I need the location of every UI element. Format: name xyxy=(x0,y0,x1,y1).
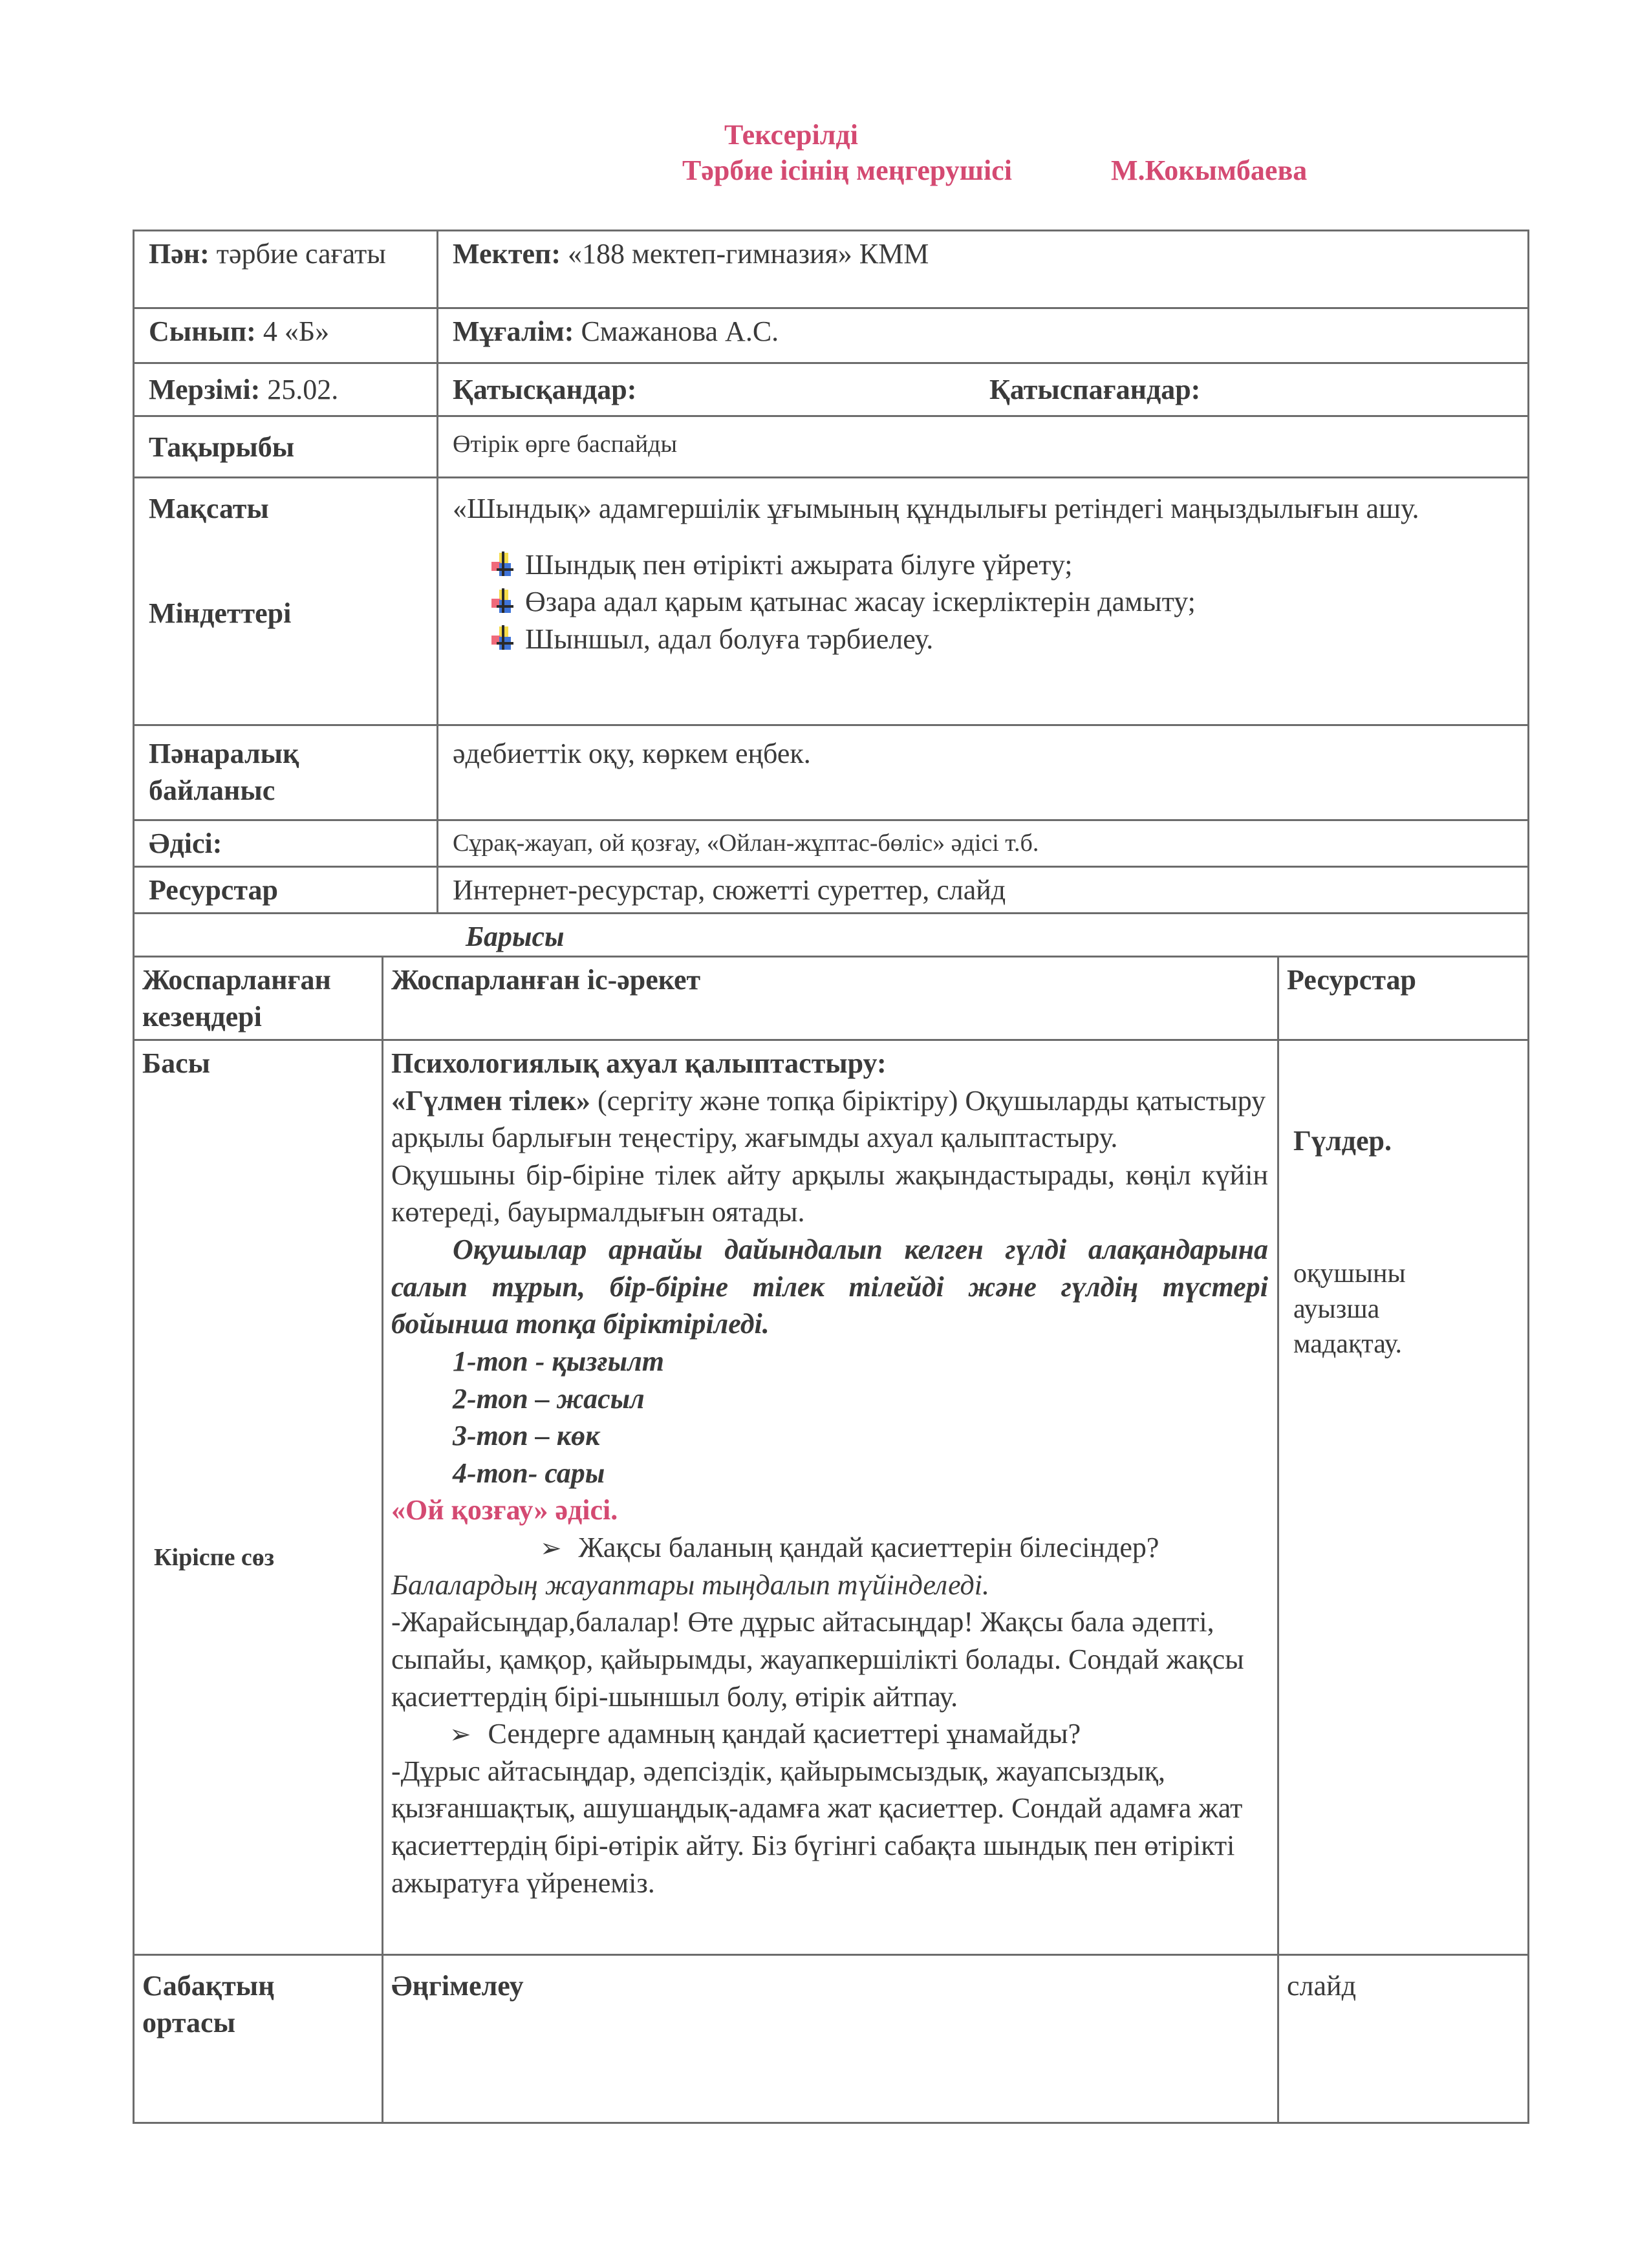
stage-middle-name: Сабақтың ортасы xyxy=(134,1954,383,2123)
method-title: «Ой қозғау» әдісі. xyxy=(391,1494,618,1526)
approval-name: М.Кокымбаева xyxy=(1111,155,1308,186)
resource-praise: оқушыны ауызша мадақтау. xyxy=(1293,1259,1406,1360)
stage-beginning-cell xyxy=(134,1040,383,1954)
activity-p2: Оқушыны бір-біріне тілек айту арқылы жақындастырады, көңіл күйін көтереді, бауырмалдығын оятады. xyxy=(391,1159,1268,1228)
pushpin-bullet-icon xyxy=(491,588,513,615)
progress-title: Барысы xyxy=(134,914,1529,956)
info-table xyxy=(133,230,1529,957)
stage-row-beginning xyxy=(134,1040,1529,1954)
cell-subject: Пән: тәрбие сағаты xyxy=(134,231,438,308)
question-1: ➢ Жақсы баланың қандай қасиеттерін білесіндер? xyxy=(391,1529,1268,1567)
row-progress-title xyxy=(134,914,1529,956)
present-label: Қатысқандар: xyxy=(453,373,637,405)
activity-intro: «Гүлмен тілек» (сергіту және топқа біріктіру) Оқушыларды қатыстыру арқылы барлығын теңестіру, жағымды ахуал қалыптастыру. xyxy=(391,1084,1266,1154)
tasks-list xyxy=(491,546,1513,658)
question-2: ➢ Сендерге адамның қандай қасиеттері ұнамайды? xyxy=(391,1715,1268,1753)
activity-p5: -Дұрыс айтасыңдар, әдепсіздік, қайырымсыздық, жауапсыздық, қызғаншақтық, ашушаңдық-адамға жат қасиеттер. Сондай адамға жат қасиеттердің бірі-өтірік айту. Біз бүгінгі сабақта шындық пен өтірікті ажыратуға үйренеміз. xyxy=(391,1755,1243,1899)
approval-checked: Тексерілді xyxy=(724,119,858,151)
stage-beginning-resources xyxy=(1278,1040,1529,1954)
pushpin-bullet-icon xyxy=(491,551,513,579)
stage-beginning-activity xyxy=(383,1040,1278,1954)
row-method xyxy=(134,820,1529,867)
resource-flowers: Гүлдер. xyxy=(1293,1124,1392,1157)
lesson-plan-table xyxy=(133,230,1529,2124)
groups-list xyxy=(391,1343,1268,1492)
cell-teacher: Мұғалім: Смажанова А.С. xyxy=(438,308,1529,363)
activity-p3: Оқушылар арнайы дайындалып келген гүлді алақандарына салып тұрып, бір-біріне тілек тілейді және гүлдің түстері бойынша топқа біріктіріледі. xyxy=(391,1234,1268,1340)
tasks-label: Міндеттері xyxy=(149,597,292,630)
resources-value: Интернет-ресурстар, сюжетті суреттер, слайд xyxy=(438,867,1529,914)
group-item: 3-топ – көк xyxy=(453,1420,600,1452)
task-item: Шындық пен өтірікті ажырата білуге үйрету; xyxy=(491,546,1513,583)
approval-position: Тәрбие ісінің меңгерушісі xyxy=(682,155,1012,186)
answers-note: Балалардың жауаптары тыңдалып түйінделеді. xyxy=(391,1568,990,1601)
task-item: Өзара адал қарым қатынас жасау іскерліктерін дамыту; xyxy=(491,583,1513,620)
row-class-teacher xyxy=(134,308,1529,363)
group-item: 4-топ- сары xyxy=(453,1457,605,1489)
stage-row-middle xyxy=(134,1954,1529,2123)
cell-class: Сынып: 4 «Б» xyxy=(134,308,438,363)
header-resources: Ресурстар xyxy=(1278,957,1529,1040)
row-topic xyxy=(134,416,1529,478)
stage-middle-resource: слайд xyxy=(1278,1954,1529,2123)
stage-subname: Кіріспе сөз xyxy=(154,1543,275,1571)
psych-heading: Психологиялық ахуал қалыптастыру: xyxy=(391,1047,887,1079)
progress-header-row xyxy=(134,957,1529,1040)
goal-value: «Шындық» адамгершілік ұғымының құндылығы ретіндегі маңыздылығын ашу. xyxy=(453,493,1419,524)
row-resources xyxy=(134,867,1529,914)
activity-p4: -Жарайсыңдар,балалар! Өте дұрыс айтасыңдар! Жақсы бала әдепті, сыпайы, қамқор, қайырымды, жауапкершілікті болады. Сондай жақсы қасиеттердің бірі-шыншыл болу, өтірік айтпау. xyxy=(391,1606,1244,1713)
method-value: Сұрақ-жауап, ой қозғау, «Ойлан-жұптас-бөліс» әдісі т.б. xyxy=(438,820,1529,867)
row-goals xyxy=(134,478,1529,725)
group-item: 1-топ - қызғылт xyxy=(453,1345,664,1377)
group-item: 2-топ – жасыл xyxy=(453,1382,645,1415)
cell-school: Мектеп: «188 мектеп-гимназия» КММ xyxy=(438,231,1529,308)
interdisciplinary-value: әдебиеттік оқу, көркем еңбек. xyxy=(438,725,1529,820)
cell-date: Мерзімі: 25.02. xyxy=(134,363,438,416)
topic-label: Тақырыбы xyxy=(134,416,438,478)
cell-attendance xyxy=(438,363,1529,416)
header-activity: Жоспарланған іс-әрекет xyxy=(383,957,1278,1040)
stage-name: Басы xyxy=(142,1047,210,1079)
row-date-attendance xyxy=(134,363,1529,416)
row-subject-school xyxy=(134,231,1529,308)
absent-label: Қатыспағандар: xyxy=(989,373,1201,405)
cell-goals-labels xyxy=(134,478,438,725)
arrow-bullet-icon: ➢ xyxy=(540,1534,562,1563)
arrow-bullet-icon: ➢ xyxy=(449,1720,471,1749)
resources-label: Ресурстар xyxy=(134,867,438,914)
interdisciplinary-label: Пәнаралық байланыс xyxy=(134,725,438,820)
header-stages: Жоспарланған кезеңдері xyxy=(134,957,383,1040)
stage-middle-activity: Әңгімелеу xyxy=(383,1954,1278,2123)
cell-goals-values xyxy=(438,478,1529,725)
method-label: Әдісі: xyxy=(134,820,438,867)
topic-value: Өтірік өрге баспайды xyxy=(438,416,1529,478)
row-interdisciplinary xyxy=(134,725,1529,820)
pushpin-bullet-icon xyxy=(491,625,513,652)
task-item: Шыншыл, адал болуға тәрбиелеу. xyxy=(491,621,1513,658)
progress-table xyxy=(133,957,1529,2124)
goal-label: Мақсаты xyxy=(149,493,269,524)
